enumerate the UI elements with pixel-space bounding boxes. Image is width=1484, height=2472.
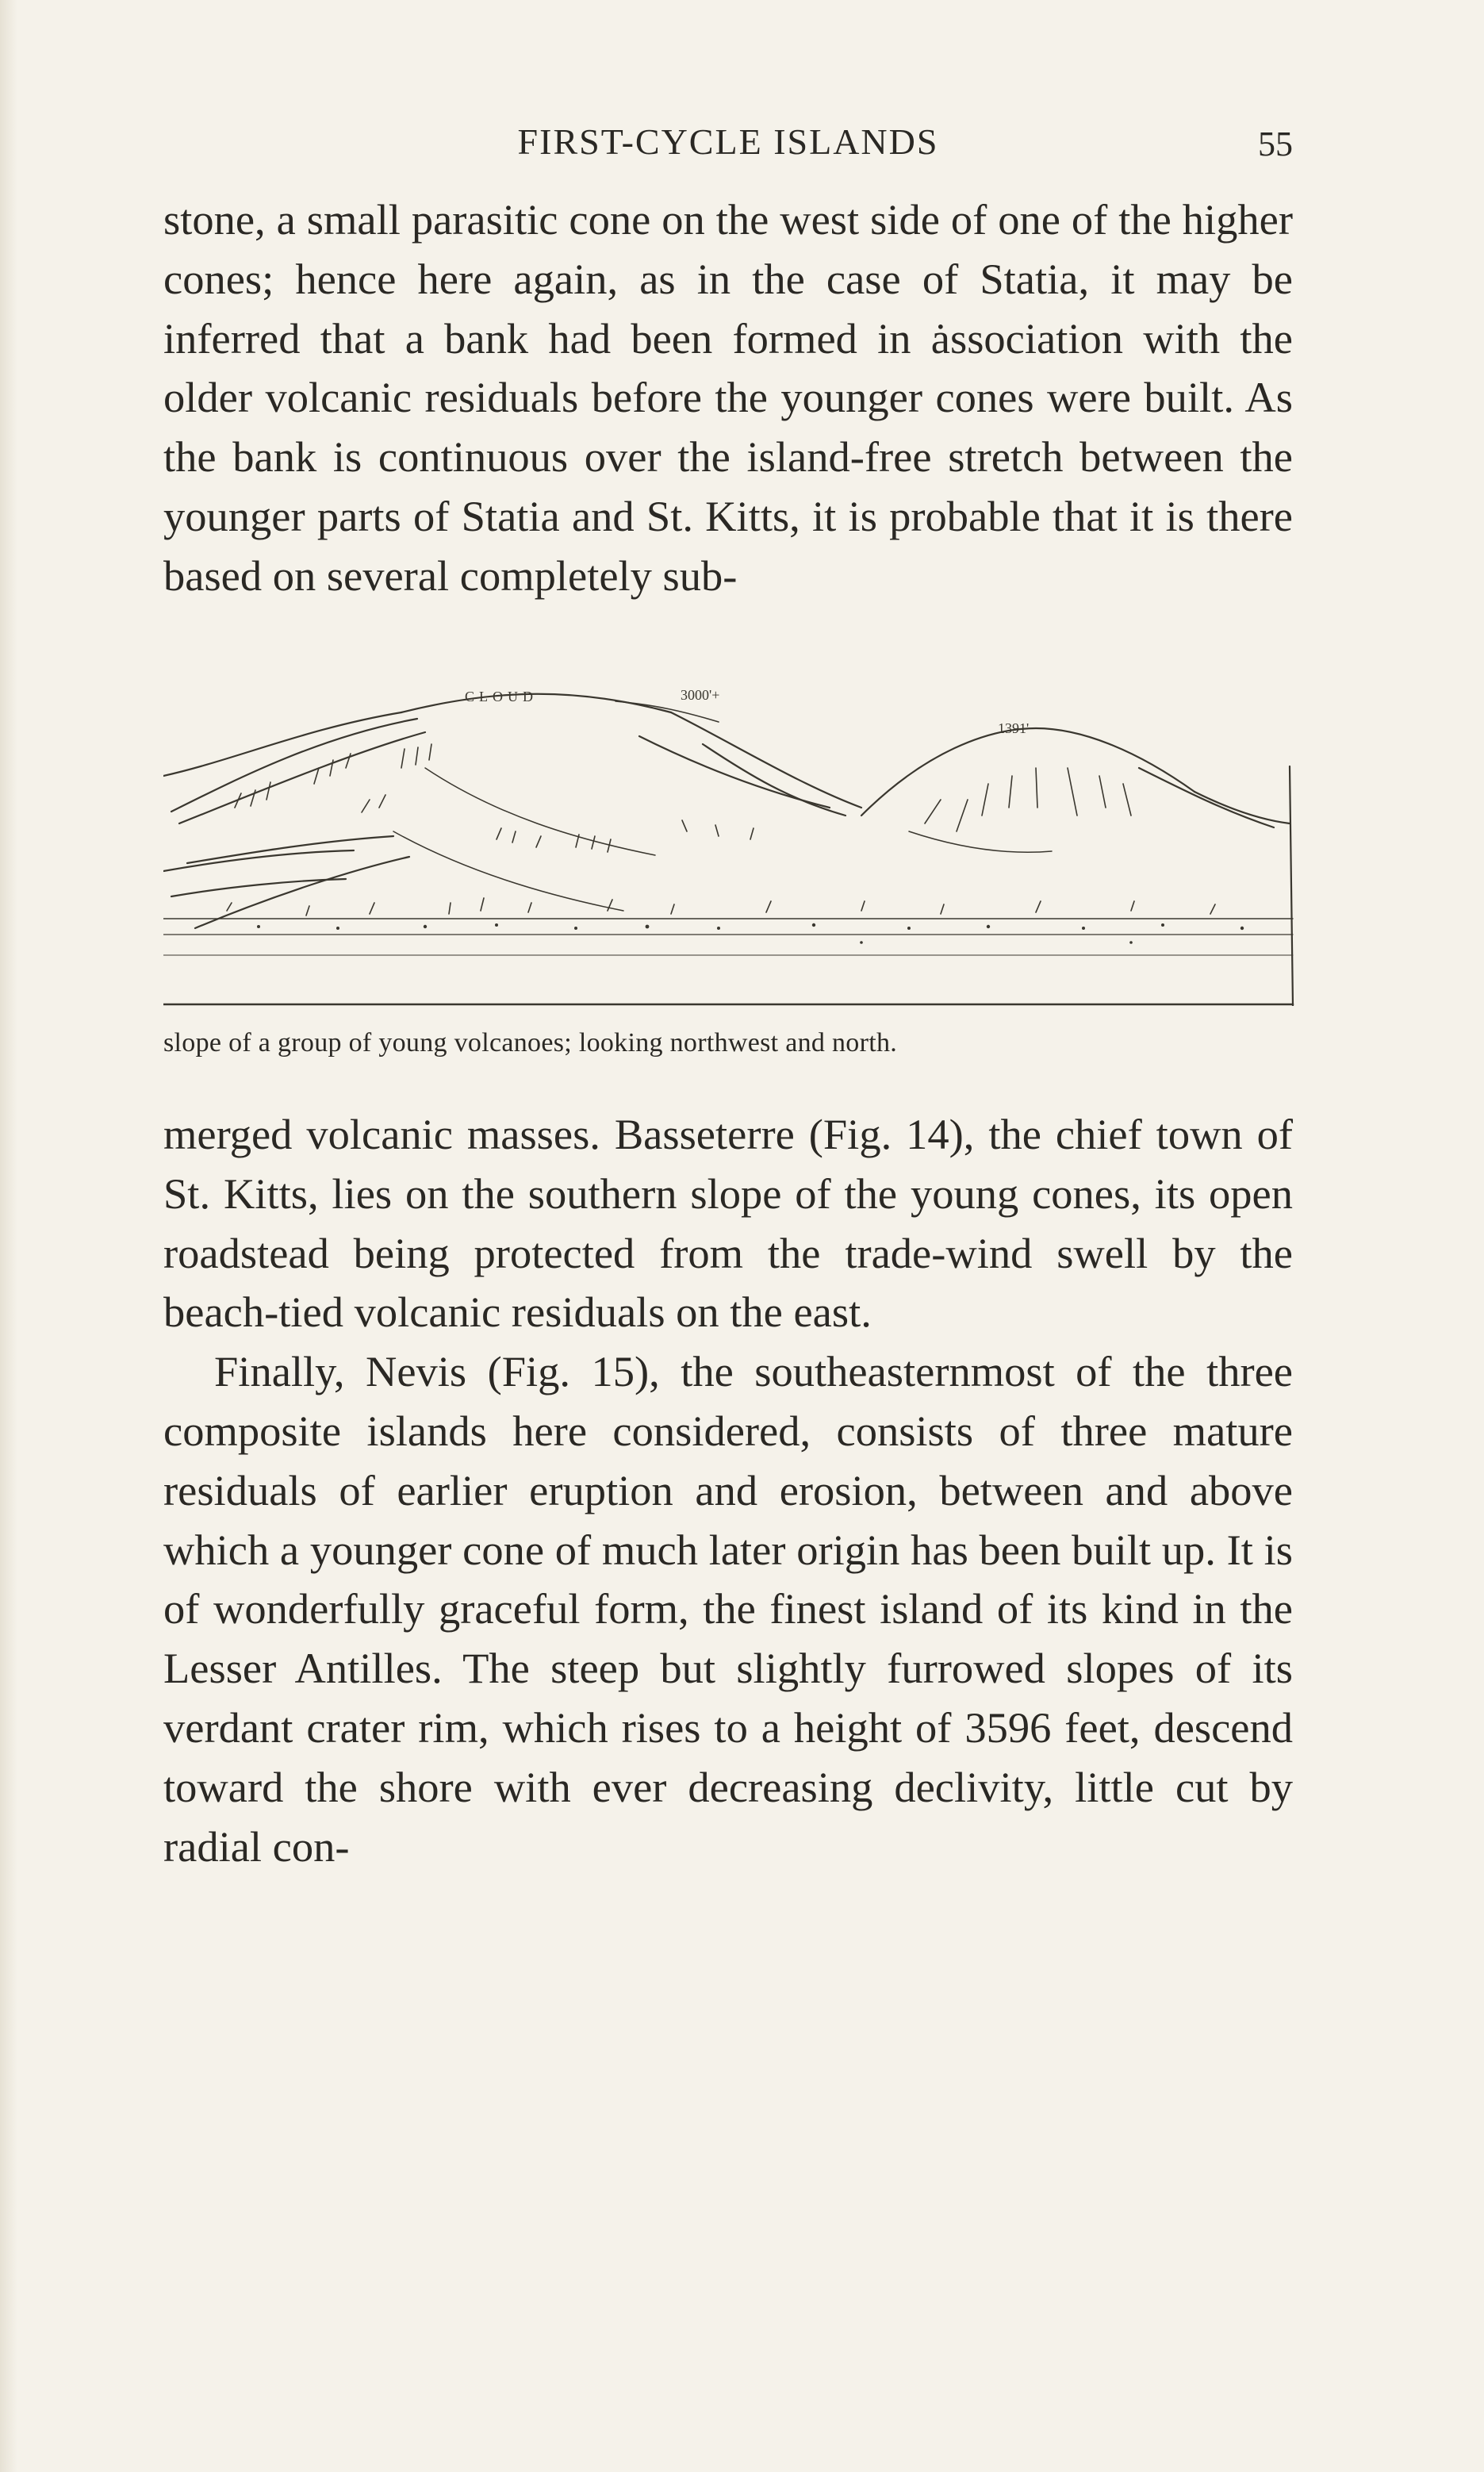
paragraph-continuation: stone, a small parasitic cone on the west side of one of the higher cones; hence here again, as in the case of Statia, it may be inferred that a bank had been formed in ȧssociation with the older volcanic residuals before the younger cones were built. As the bank is continuous over the island-free stretch between the younger parts of Statia and St. Kitts, it is probable that it is there based on several completely sub- — [163, 195, 1293, 600]
paragraph-basseterre: merged volcanic masses. Basseterre (Fig. 14), the chief town of St. Kitts, lies on the southern slope of the young cones, its open roadstead being protected from the trade-wind swell by the beach-tied volcanic residuals on the east. — [163, 1110, 1293, 1337]
running-head — [163, 121, 1293, 168]
figure-label-height-right: 1391' — [998, 720, 1030, 736]
volcano-sketch-illustration — [163, 673, 1298, 1006]
running-title: FIRST-CYCLE ISLANDS — [517, 121, 939, 162]
figure-label-cloud: CLOUD — [465, 689, 538, 704]
body-text-bottom — [163, 1105, 1293, 1876]
figure-caption: slope of a group of young volcanoes; looking northwest and north. — [163, 1028, 898, 1058]
figure-volcano-sketch — [163, 673, 1298, 1006]
paragraph-nevis: Finally, Nevis (Fig. 15), the southeasternmost of the three composite islands here considered, consists of three mature residuals of earlier eruption and erosion, between and above which a younger cone of much later origin has been built up. It is of wonderfully graceful form, the finest island of its kind in the Lesser Antilles. The steep but slightly furrowed slopes of its verdant crater rim, which rises to a height of 3596 feet, descend toward the shore with ever decreasing declivity, little cut by radial con- — [163, 1347, 1293, 1871]
page-edge — [0, 0, 17, 2472]
body-text-top — [163, 190, 1293, 606]
figure-label-height-left: 3000'+ — [681, 687, 720, 703]
page-number: 55 — [1258, 125, 1293, 163]
